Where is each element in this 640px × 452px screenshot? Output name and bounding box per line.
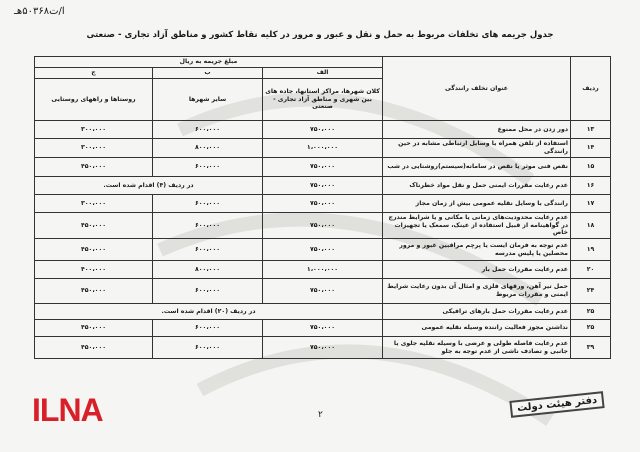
table-row: [35, 279, 611, 304]
row-number: ۱۳: [571, 121, 611, 139]
violation-text: استفاده از تلفن همراه یا وسایل ارتباطی مشابه در حین رانندگی: [383, 139, 571, 158]
row-number: ۲۴: [571, 279, 611, 304]
amount-b: ۶۰۰،۰۰۰: [153, 320, 263, 337]
amount-a: ۷۵۰،۰۰۰: [263, 158, 383, 177]
violation-text: نداشتن مجوز فعالیت راننده وسیله نقلیه عمومی: [383, 320, 571, 337]
table-row: [35, 337, 611, 359]
amount-c: ۴۵۰،۰۰۰: [35, 239, 153, 261]
violation-text: حمل تیر آهن، ورقهای فلزی و امثال آن بدون رعایت شرایط ایمنی و مقررات مربوط: [383, 279, 571, 304]
header-col-a-letter: الف: [263, 68, 383, 79]
amount-c: ۴۵۰،۰۰۰: [35, 279, 153, 304]
document-number: ا/ت۵۰۳۶۸هـ: [14, 6, 65, 17]
table-row: [35, 261, 611, 279]
row-number: ۱۵: [571, 158, 611, 177]
fines-table: [34, 56, 611, 359]
table-row: [35, 239, 611, 261]
header-col-c-text: روستاها و راههای روستایی: [35, 79, 153, 121]
amount-b: ۶۰۰،۰۰۰: [153, 158, 263, 177]
amount-b: ۶۰۰،۰۰۰: [153, 213, 263, 239]
row-number: ۱۷: [571, 195, 611, 213]
header-violation: عنوان تخلف رانندگی: [383, 57, 571, 121]
row-note: در ردیف (۲۰) اقدام شده است.: [35, 304, 383, 320]
violation-text: عدم رعایت مقررات حمل بارهای ترافیکی: [383, 304, 571, 320]
office-stamp: دفتر هیئت دولت: [509, 391, 605, 418]
amount-b: ۸۰۰،۰۰۰: [153, 261, 263, 279]
amount-b: ۶۰۰،۰۰۰: [153, 337, 263, 359]
table-row: [35, 121, 611, 139]
violation-text: عدم توجه به فرمان ایست یا پرچم مراقبین عبور و مرور محصلین یا پلیس مدرسه: [383, 239, 571, 261]
amount-a: ۷۵۰،۰۰۰: [263, 195, 383, 213]
amount-c: ۳۰۰،۰۰۰: [35, 121, 153, 139]
amount-c: ۴۰۰،۰۰۰: [35, 261, 153, 279]
table-row: [35, 304, 611, 320]
amount-a: ۷۵۰،۰۰۰: [263, 337, 383, 359]
violation-text: عدم رعایت مقررات حمل بار: [383, 261, 571, 279]
header-col-b-letter: ب: [153, 68, 263, 79]
header-col-c-letter: ج: [35, 68, 153, 79]
amount-c: ۳۰۰،۰۰۰: [35, 139, 153, 158]
row-number: ۱۹: [571, 239, 611, 261]
violation-text: عدم رعایت محدودیت‌های زمانی یا مکانی و یا شرایط مندرج در گواهینامه از قبیل استفاده از عینک، سمعک یا تجهیزات خاص: [383, 213, 571, 239]
amount-c: ۳۰۰،۰۰۰: [35, 195, 153, 213]
amount-a: ۷۵۰،۰۰۰: [263, 177, 383, 195]
header-col-a-text: کلان شهرها، مراکز استانها، جاده های بین شهری و مناطق آزاد تجاری - صنعتی: [263, 79, 383, 121]
table-row: [35, 195, 611, 213]
ilna-logo: ILNA: [32, 392, 103, 428]
amount-b: ۶۰۰،۰۰۰: [153, 195, 263, 213]
violation-text: رانندگی با وسایل نقلیه عمومی بیش از زمان مجاز: [383, 195, 571, 213]
amount-a: ۷۵۰،۰۰۰: [263, 213, 383, 239]
amount-c: ۴۵۰،۰۰۰: [35, 158, 153, 177]
document-title: جدول جریمه های تخلفات مربوط به حمل و نقل و عبور و مرور در کلیه نقاط کشور و مناطق آزاد تجاری - صنعتی: [86, 30, 554, 40]
row-note: در ردیف (۴) اقدام شده است.: [35, 177, 263, 195]
table-row: [35, 177, 611, 195]
violation-text: نقص فنی موثر یا نقص در سامانه(سیستم)روشنایی در شب: [383, 158, 571, 177]
table-row: [35, 213, 611, 239]
amount-a: ۷۵۰،۰۰۰: [263, 239, 383, 261]
amount-b: ۶۰۰،۰۰۰: [153, 239, 263, 261]
violation-text: دور زدن در محل ممنوع: [383, 121, 571, 139]
row-number: ۲۰: [571, 261, 611, 279]
amount-c: ۴۵۰،۰۰۰: [35, 320, 153, 337]
page-number: ۲: [318, 410, 323, 420]
row-number: ۲۵: [571, 304, 611, 320]
amount-a: ۱،۰۰۰،۰۰۰: [263, 139, 383, 158]
header-row-group: [35, 57, 611, 68]
row-number: ۲۵: [571, 320, 611, 337]
amount-a: ۷۵۰،۰۰۰: [263, 279, 383, 304]
table-row: [35, 139, 611, 158]
amount-b: ۶۰۰،۰۰۰: [153, 121, 263, 139]
amount-b: ۸۰۰،۰۰۰: [153, 139, 263, 158]
violation-text: عدم رعایت فاصله طولی و عرضی با وسیله نقلیه جلوی یا جانبی و تصادف ناشی از عدم توجه به جلو: [383, 337, 571, 359]
amount-a: ۱،۰۰۰،۰۰۰: [263, 261, 383, 279]
amount-b: ۶۰۰،۰۰۰: [153, 279, 263, 304]
header-row-no: ردیف: [571, 57, 611, 121]
header-col-b-text: سایر شهرها: [153, 79, 263, 121]
violation-text: عدم رعایت مقررات ایمنی حمل و نقل مواد خطرناک: [383, 177, 571, 195]
header-amount-group: مبلغ جریمه به ریال: [35, 57, 383, 68]
row-number: ۳۹: [571, 337, 611, 359]
amount-a: ۷۵۰،۰۰۰: [263, 121, 383, 139]
table-row: [35, 320, 611, 337]
table-row: [35, 158, 611, 177]
row-number: ۱۸: [571, 213, 611, 239]
amount-c: ۴۵۰،۰۰۰: [35, 337, 153, 359]
row-number: ۱۶: [571, 177, 611, 195]
amount-a: ۷۵۰،۰۰۰: [263, 320, 383, 337]
row-number: ۱۴: [571, 139, 611, 158]
amount-c: ۴۵۰،۰۰۰: [35, 213, 153, 239]
